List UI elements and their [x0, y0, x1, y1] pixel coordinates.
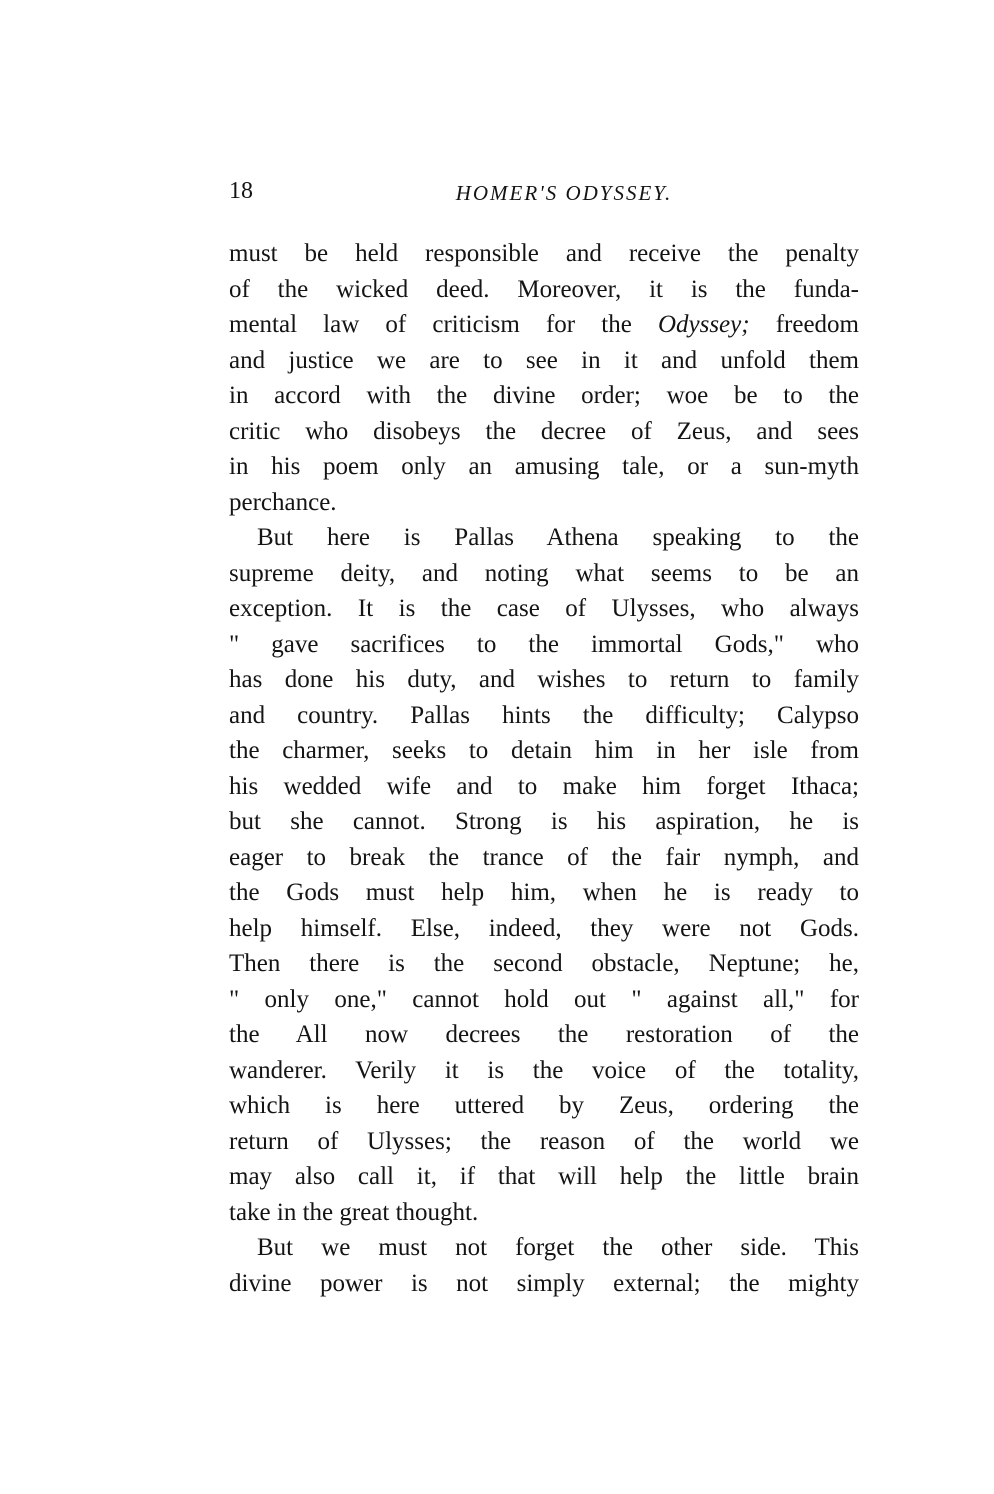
running-title: HOMER'S ODYSSEY. [455, 181, 673, 205]
text-line: critic who disobeys the decree of Zeus, and sees [229, 417, 859, 445]
text-line: the Gods must help him, when he is ready to [229, 879, 859, 906]
text-line: mental law of criticism for the Odyssey; freedom [229, 311, 860, 338]
text-line: Then there is the second obstacle, Neptune; he, [229, 950, 859, 977]
text-line: wanderer. Verily it is the voice of the totality, [229, 1056, 859, 1084]
text-line: and justice we are to see in it and unfold them [229, 346, 859, 374]
text-line: must be held responsible and receive the penalty [229, 240, 859, 267]
text-line: the All now decrees the restoration of the [229, 1021, 859, 1048]
text-line: may also call it, if that will help the little brain [229, 1163, 859, 1190]
text-line: has done his duty, and wishes to return to family [229, 666, 859, 693]
page-number: 18 [229, 178, 253, 204]
text-line: which is here uttered by Zeus, ordering the [229, 1092, 859, 1119]
text-line: exception. It is the case of Ulysses, who always [229, 595, 859, 622]
text-line: of the wicked deed. Moreover, it is the funda- [229, 275, 859, 303]
text-line: " only one," cannot hold out " against all," for [229, 985, 859, 1013]
text-line: his wedded wife and to make him forget Ithaca; [229, 772, 859, 800]
text-line: and country. Pallas hints the difficulty; Calypso [229, 701, 859, 729]
text-line: But we must not forget the other side. This [257, 1234, 859, 1261]
text-line: divine power is not simply external; the mighty [229, 1269, 859, 1297]
text-line: in accord with the divine order; woe be to the [229, 382, 859, 409]
text-line: the charmer, seeks to detain him in her isle from [229, 737, 859, 764]
text-line: help himself. Else, indeed, they were not Gods. [229, 914, 859, 942]
text-line: perchance. [229, 488, 337, 516]
text-line: But here is Pallas Athena speaking to the [257, 524, 859, 551]
text-line: supreme deity, and noting what seems to be an [229, 559, 859, 587]
text-line: " gave sacrifices to the immortal Gods," who [229, 630, 859, 658]
text-line: return of Ulysses; the reason of the world we [229, 1127, 859, 1155]
text-line: take in the great thought. [229, 1198, 479, 1226]
page-header [229, 178, 869, 218]
text-line: in his poem only an amusing tale, or a sun-myth [229, 453, 859, 480]
book-title-italic: Odyssey; [657, 311, 750, 338]
body-text [229, 236, 859, 1301]
text-line: eager to break the trance of the fair nymph, and [229, 843, 859, 871]
text-line: but she cannot. Strong is his aspiration, he is [229, 808, 859, 835]
